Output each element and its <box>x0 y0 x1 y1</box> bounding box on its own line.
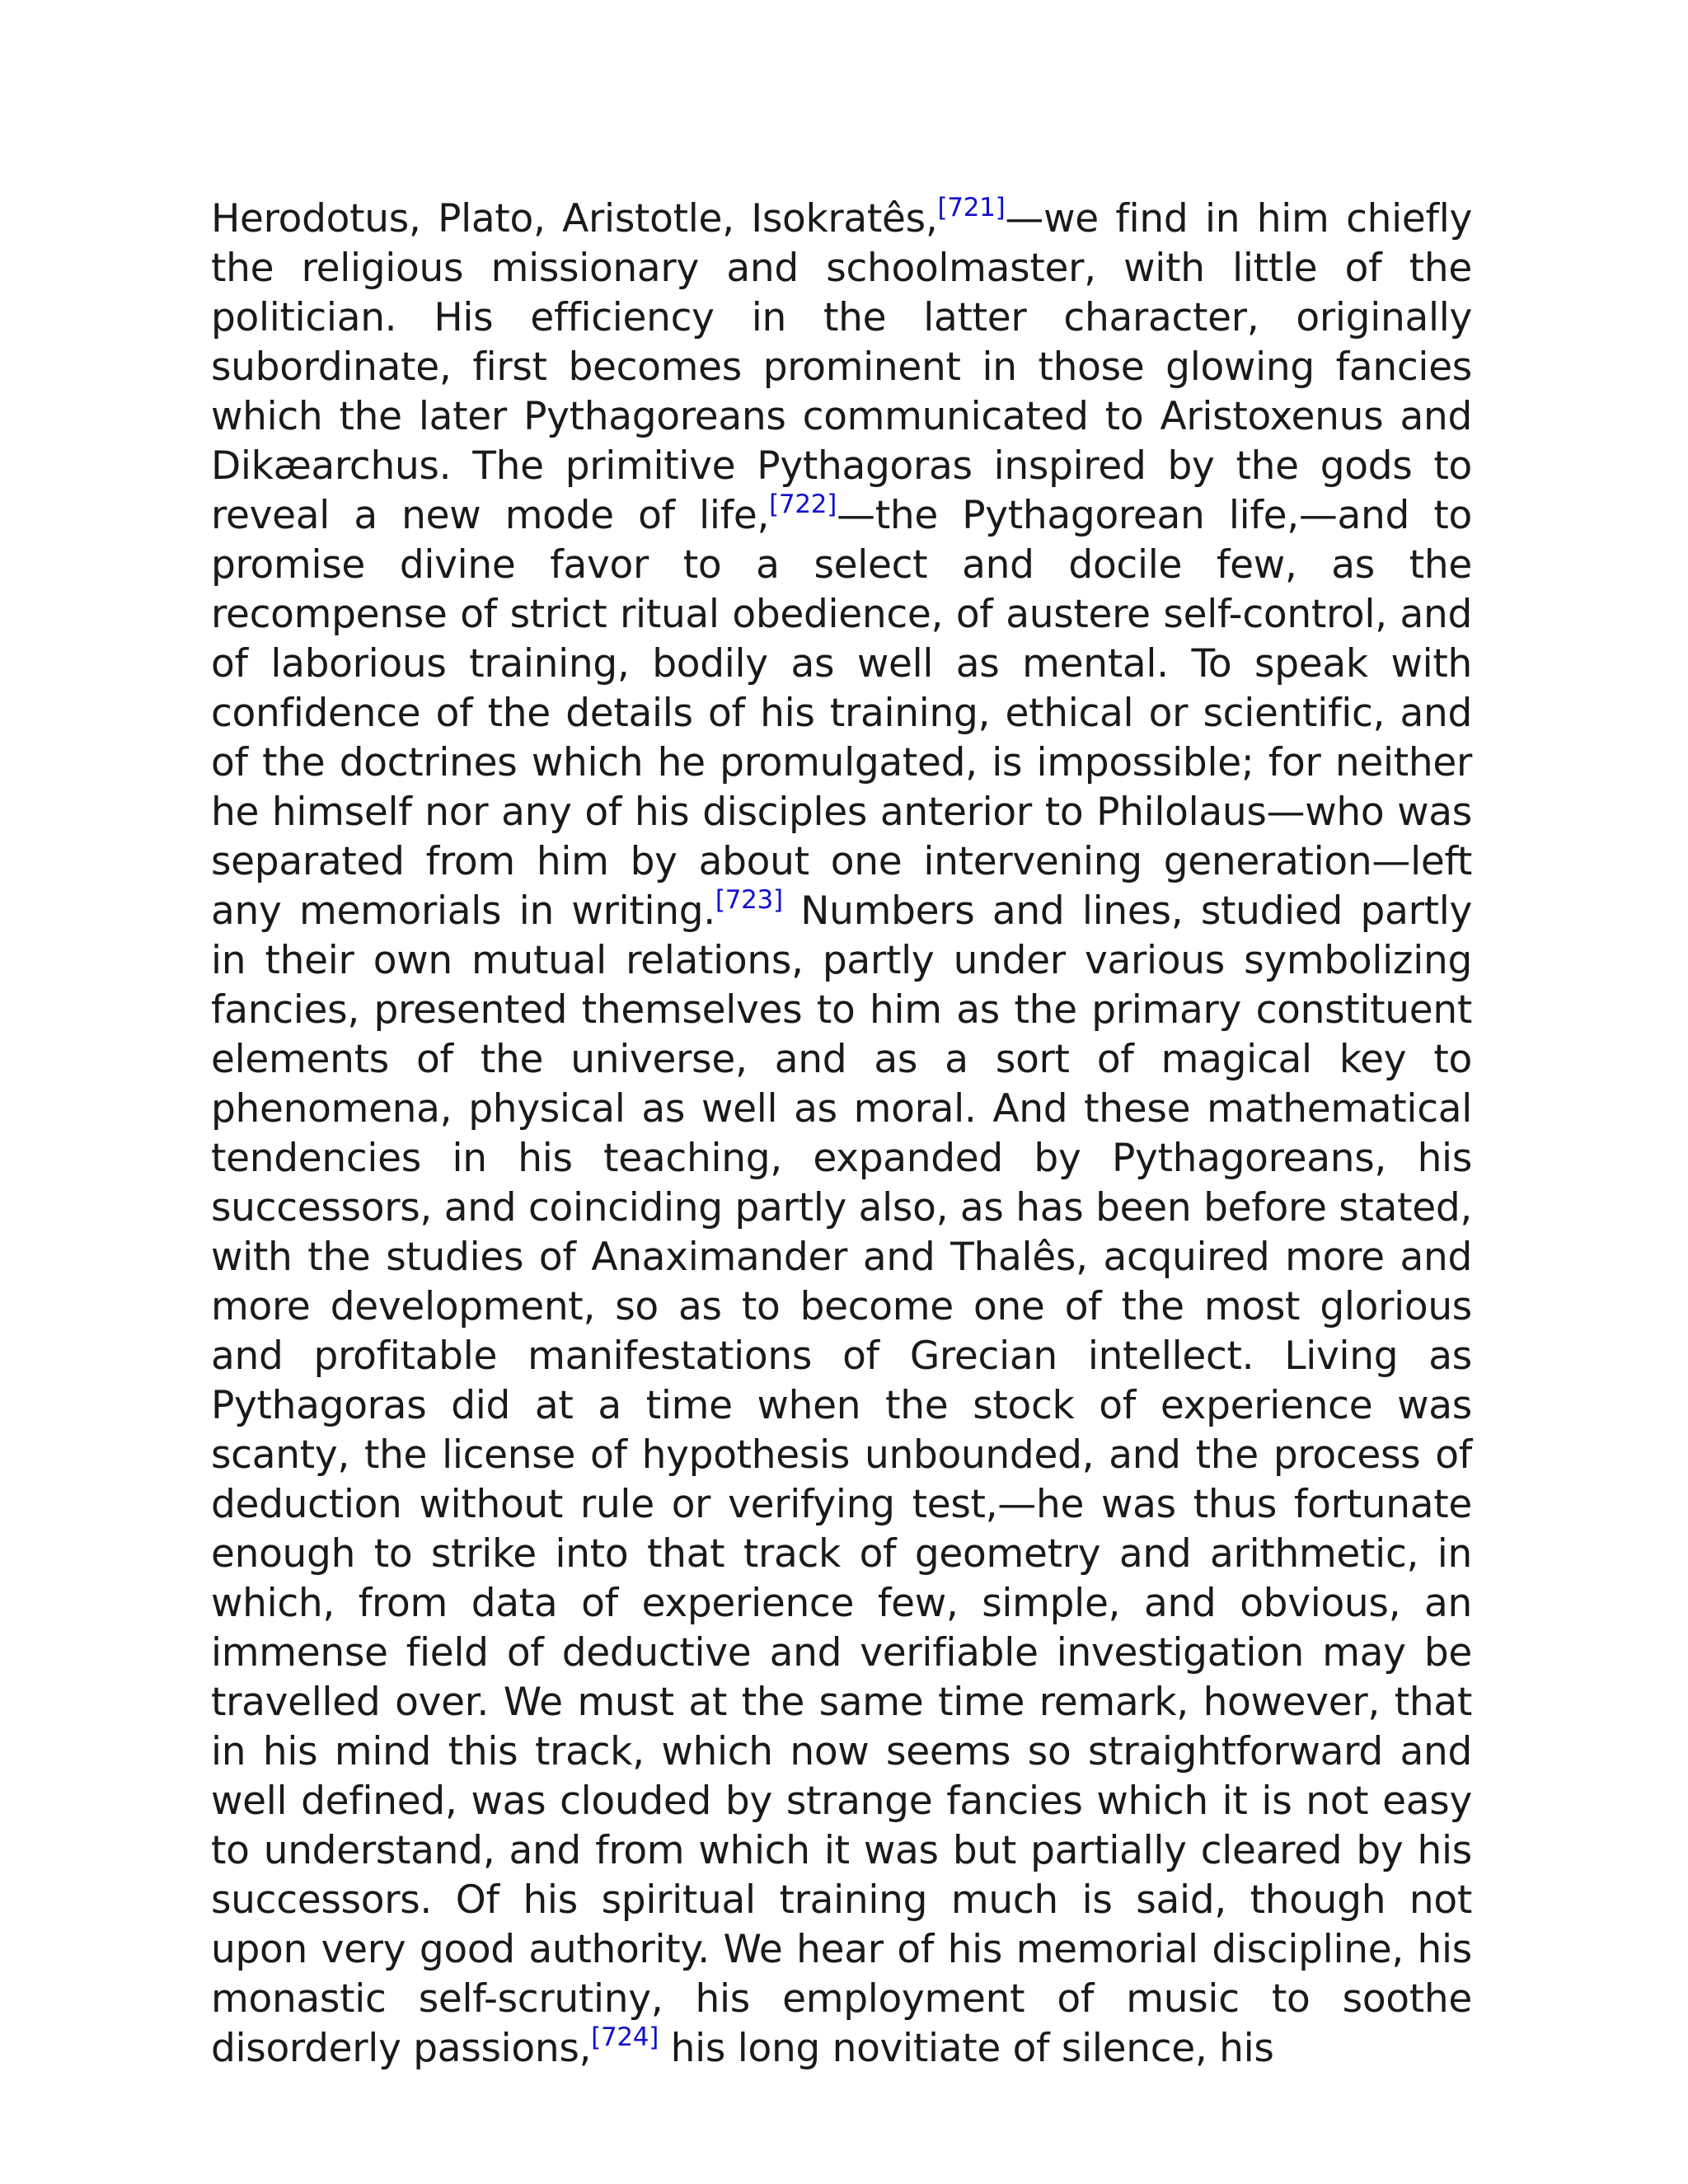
text-segment: his long novitiate of silence, his <box>659 2026 1274 2071</box>
text-segment: —we find in him chiefly the religious missionary and schoolmaster, with little of the politician. His efficiency in the latter character, originally subordinate, first becomes prominent in those glowing fancies which the later Pythagoreans communicated to Aristoxenus and Dikæarchus. The primitive Pythagoras inspired by the gods to reveal a new mode of life, <box>211 196 1472 538</box>
text-segment: Numbers and lines, studied partly in their own mutual relations, partly under various symbolizing fancies, presented themselves to him as the primary constituent elements of the universe, and as a sort of magical key to phenomena, physical as well as moral. And these mathematical tendencies in his teaching, expanded by Pythagoreans, his successors, and coinciding partly also, as has been before stated, with the studies of Anaximander and Thalês, acquired more and more development, so as to become one of the most glorious and profitable manifestations of Grecian intellect. Living as Pythagoras did at a time when the stock of experience was scanty, the license of hypothesis unbounded, and the process of deduction without rule or verifying test,—he was thus fortunate enough to strike into that track of geometry and arithmetic, in which, from data of experience few, simple, and obvious, an immense field of deductive and verifiable investigation may be travelled over. We must at the same time remark, however, that in his mind this track, which now seems so straightforward and well defined, was clouded by strange fancies which it is not easy to understand, and from which it was but partially cleared by his successors. Of his spiritual training much is said, though not upon very good authority. We hear of his memorial discipline, his monastic self-scrutiny, his employment of music to soothe disorderly passions, <box>211 888 1472 2071</box>
footnote-link-724[interactable]: [724] <box>591 2022 659 2052</box>
body-paragraph <box>211 194 1472 2074</box>
footnote-link-723[interactable]: [723] <box>715 885 783 915</box>
text-segment: —the Pythagorean life,—and to promise divine favor to a select and docile few, as the recompense of strict ritual obedience, of austere self-control, and of laborious training, bodily as well as mental. To speak with confidence of the details of his training, ethical or scientific, and of the doctrines which he promulgated, is impossible; for neither he himself nor any of his disciples anterior to Philolaus—who was separated from him by about one intervening generation—left any memorials in writing. <box>211 493 1472 934</box>
footnote-link-721[interactable]: [721] <box>937 193 1006 223</box>
page-body <box>211 194 1472 2074</box>
text-segment: Herodotus, Plato, Aristotle, Isokratês, <box>211 196 938 241</box>
footnote-link-722[interactable]: [722] <box>769 490 837 519</box>
